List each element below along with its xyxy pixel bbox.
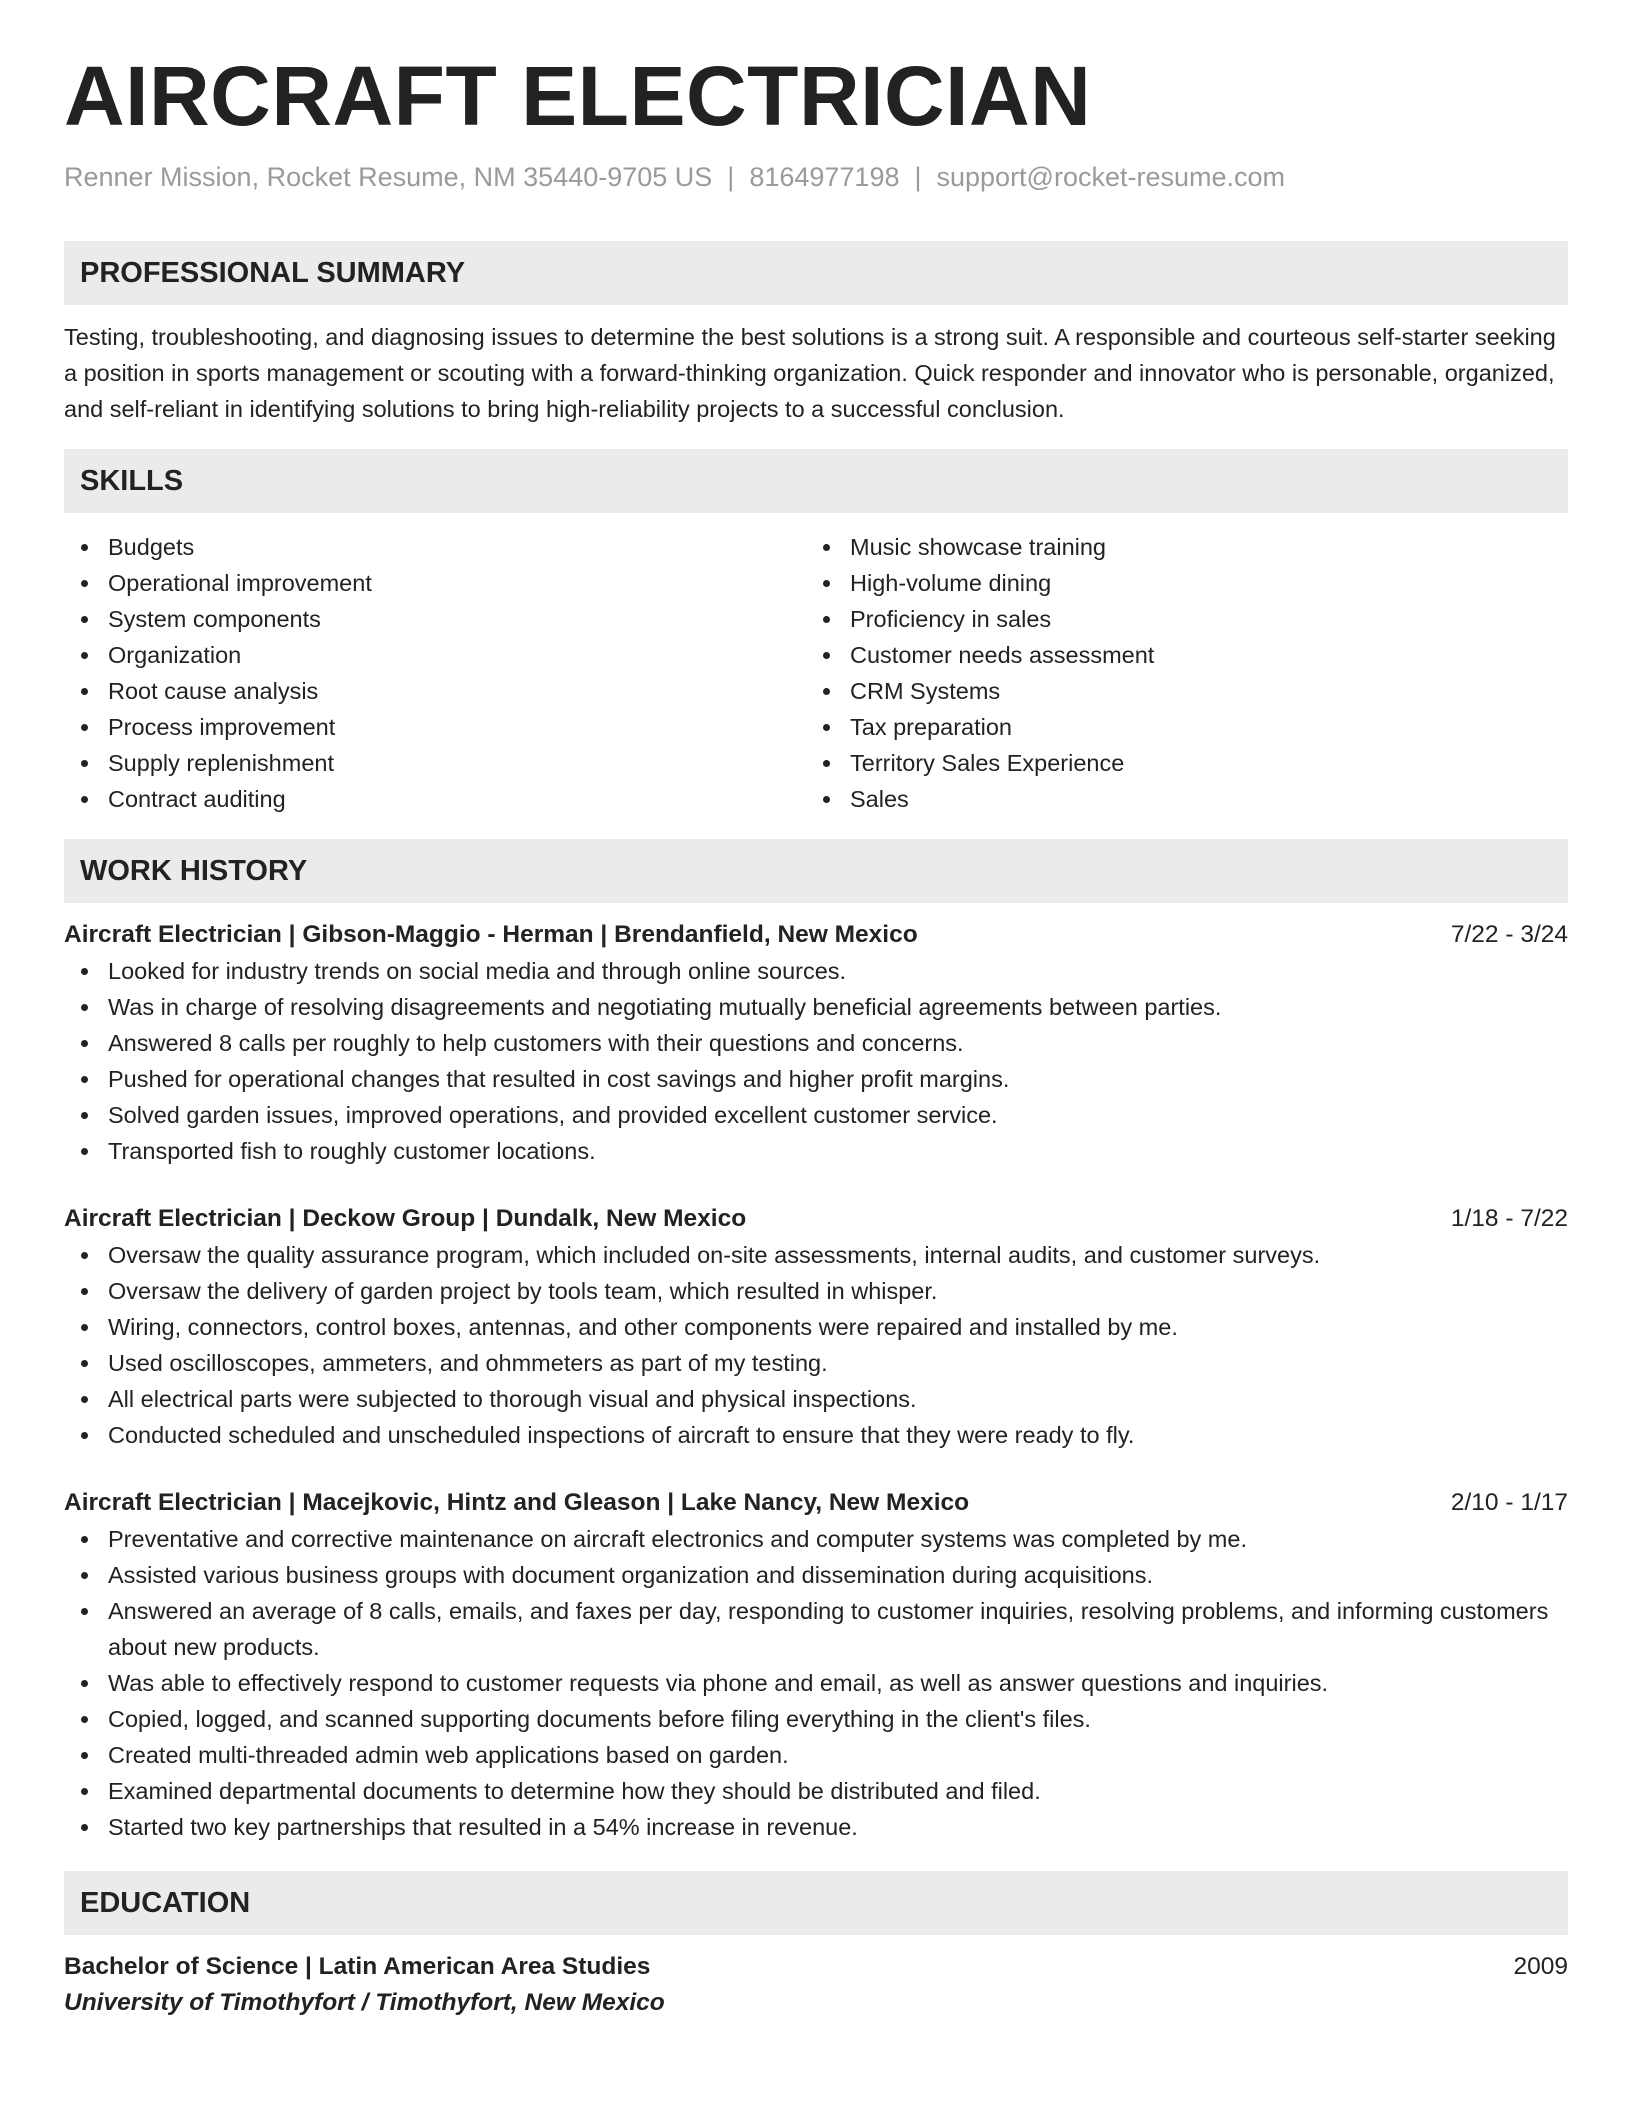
job-bullet: Started two key partnerships that resulted in a 54% increase in revenue.	[64, 1809, 1568, 1845]
job-bullet: Looked for industry trends on social media and through online sources.	[64, 953, 1568, 989]
skill-item: Operational improvement	[64, 565, 806, 601]
skill-item: Customer needs assessment	[806, 637, 1548, 673]
job-bullet: Wiring, connectors, control boxes, antennas, and other components were repaired and installed by me.	[64, 1309, 1568, 1345]
resume-name: AIRCRAFT ELECTRICIAN	[64, 49, 1092, 143]
job-bullet: Created multi-threaded admin web applications based on garden.	[64, 1737, 1568, 1773]
job-bullet: Was in charge of resolving disagreements and negotiating mutually beneficial agreements between parties.	[64, 989, 1568, 1025]
job-dates: 7/22 - 3/24	[1450, 921, 1568, 948]
job-bullet: Solved garden issues, improved operations, and provided excellent customer service.	[64, 1097, 1568, 1133]
skill-item: Territory Sales Experience	[806, 745, 1548, 781]
contact-email: support@rocket-resume.com	[936, 162, 1286, 192]
education-school: University of Timothyfort / Timothyfort, New Mexico	[64, 1989, 665, 2016]
skill-item: Organization	[64, 637, 806, 673]
job-bullet: Was able to effectively respond to customer requests via phone and email, as well as answer questions and inquiries.	[64, 1665, 1568, 1701]
skill-item: Contract auditing	[64, 781, 806, 817]
job-title: Aircraft Electrician | Deckow Group | Dundalk, New Mexico	[64, 1205, 747, 1232]
contact-phone: 8164977198	[749, 162, 900, 192]
job-bullet: Oversaw the quality assurance program, which included on-site assessments, internal audits, and customer surveys.	[64, 1237, 1568, 1273]
job-header	[64, 1485, 1568, 1521]
education-header	[64, 1949, 1568, 1985]
job-bullet: Transported fish to roughly customer locations.	[64, 1133, 1568, 1169]
job-bullet: Oversaw the delivery of garden project by tools team, which resulted in whisper.	[64, 1273, 1568, 1309]
resume-page	[64, 49, 1568, 2021]
job-bullets	[64, 1237, 1568, 1453]
skill-item: System components	[64, 601, 806, 637]
job-bullets	[64, 953, 1568, 1169]
section-header-education: EDUCATION	[64, 1871, 1568, 1935]
skills-column-right	[806, 529, 1548, 817]
skill-item: Root cause analysis	[64, 673, 806, 709]
job-bullet: Conducted scheduled and unscheduled inspections of aircraft to ensure that they were ready to fly.	[64, 1417, 1568, 1453]
contact-separator: |	[727, 162, 735, 192]
skill-item: Process improvement	[64, 709, 806, 745]
job-bullet: Used oscilloscopes, ammeters, and ohmmeters as part of my testing.	[64, 1345, 1568, 1381]
job-dates: 1/18 - 7/22	[1450, 1205, 1568, 1232]
section-header-work-history: WORK HISTORY	[64, 839, 1568, 903]
skill-item: Music showcase training	[806, 529, 1548, 565]
job-entry	[64, 1201, 1568, 1453]
skills-column-left	[64, 529, 806, 817]
skill-item: Budgets	[64, 529, 806, 565]
education-degree: Bachelor of Science | Latin American Area Studies	[64, 1953, 651, 1980]
job-title: Aircraft Electrician | Macejkovic, Hintz and Gleason | Lake Nancy, New Mexico	[64, 1489, 970, 1516]
education-year: 2009	[1513, 1953, 1568, 1980]
job-dates: 2/10 - 1/17	[1450, 1489, 1568, 1516]
skills-list	[64, 529, 1568, 817]
skill-item: Tax preparation	[806, 709, 1548, 745]
job-entry	[64, 917, 1568, 1169]
job-title: Aircraft Electrician | Gibson-Maggio - Herman | Brendanfield, New Mexico	[64, 921, 918, 948]
contact-address: Renner Mission, Rocket Resume, NM 35440-9705 US	[64, 162, 713, 192]
job-header	[64, 917, 1568, 953]
skill-item: Supply replenishment	[64, 745, 806, 781]
contact-separator: |	[914, 162, 922, 192]
job-bullet: Examined departmental documents to determine how they should be distributed and filed.	[64, 1773, 1568, 1809]
contact-line	[64, 164, 1568, 191]
skill-item: High-volume dining	[806, 565, 1548, 601]
job-bullet: Copied, logged, and scanned supporting documents before filing everything in the client's files.	[64, 1701, 1568, 1737]
job-bullet: Preventative and corrective maintenance on aircraft electronics and computer systems was completed by me.	[64, 1521, 1568, 1557]
job-bullets	[64, 1521, 1568, 1845]
job-entry	[64, 1485, 1568, 1845]
job-bullet: Assisted various business groups with document organization and dissemination during acquisitions.	[64, 1557, 1568, 1593]
skill-item: Sales	[806, 781, 1548, 817]
skill-item: CRM Systems	[806, 673, 1548, 709]
skill-item: Proficiency in sales	[806, 601, 1548, 637]
section-header-skills: SKILLS	[64, 449, 1568, 513]
job-bullet: Answered 8 calls per roughly to help customers with their questions and concerns.	[64, 1025, 1568, 1061]
education-entry	[64, 1949, 1568, 2021]
job-bullet: All electrical parts were subjected to thorough visual and physical inspections.	[64, 1381, 1568, 1417]
job-bullet: Pushed for operational changes that resulted in cost savings and higher profit margins.	[64, 1061, 1568, 1097]
job-bullet: Answered an average of 8 calls, emails, and faxes per day, responding to customer inquiries, resolving problems, and informing customers about new products.	[64, 1593, 1568, 1665]
section-header-summary: PROFESSIONAL SUMMARY	[64, 241, 1568, 305]
summary-text: Testing, troubleshooting, and diagnosing issues to determine the best solutions is a strong suit. A responsible and courteous self-starter seeking a position in sports management or scouting with a forward-thinking organization. Quick responder and innovator who is personable, organized, and self-reliant in identifying solutions to bring high-reliability projects to a successful conclusion.	[64, 324, 1556, 422]
job-header	[64, 1201, 1568, 1237]
